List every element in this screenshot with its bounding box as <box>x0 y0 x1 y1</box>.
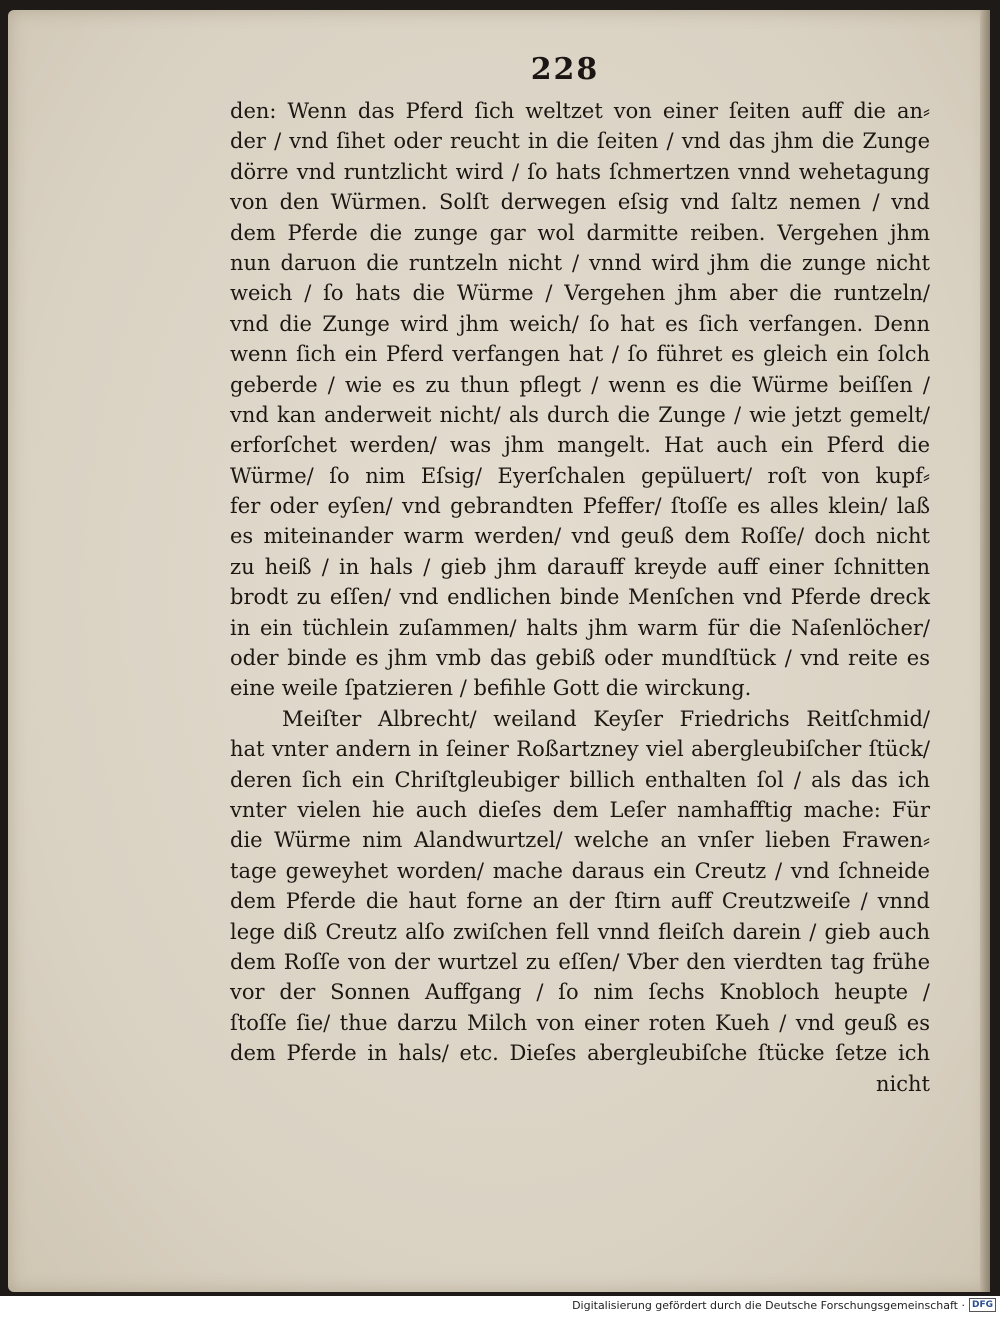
text-line: deren ſich ein Chriſtgleubiger billich enthalten ſol / als das ich <box>230 767 930 792</box>
text-line: nun daruon die runtzeln nicht / vnnd wird jhm die zunge nicht <box>230 250 930 275</box>
page-edge <box>980 10 990 1292</box>
text-line: oder binde es jhm vmb das gebiß oder mundſtück / vnd reite es <box>230 646 930 671</box>
body-text <box>230 96 930 1099</box>
text-line: dörre vnd runtzlicht wird / ſo hats ſchmertzen vnnd wehetagung <box>230 159 930 184</box>
paragraph-end-line: eine weile ſpatzieren / befihle Gott die wirckung. <box>230 676 752 701</box>
text-line: die Würme nim Alandwurtzel/ welche an vnſer lieben Frawen⸗ <box>230 828 930 853</box>
text-line: vnd die Zunge wird jhm weich/ ſo hat es ſich verfangen. Denn <box>230 311 930 336</box>
text-line: tage geweyhet worden/ mache daraus ein Creutz / vnd ſchneide <box>230 858 930 883</box>
text-line: es miteinander warm werden/ vnd geuß dem Roſſe/ doch nicht <box>230 524 930 549</box>
text-line: vor der Sonnen Auffgang / ſo nim ſechs Knobloch heupte / <box>230 980 930 1005</box>
catchword: nicht <box>876 1071 930 1096</box>
text-line: Würme/ ſo nim Eſsig/ Eyerſchalen gepüluert/ roſt von kupf⸗ <box>230 463 930 488</box>
text-line: lege diß Creutz alſo zwiſchen fell vnnd fleiſch darein / gieb auch <box>230 919 930 944</box>
text-line: vnd kan anderweit nicht/ als durch die Zunge / wie jetzt gemelt/ <box>230 402 930 427</box>
paragraph-start-line: Meiſter Albrecht/ weiland Keyſer Friedrichs Reitſchmid/ <box>282 706 930 731</box>
text-line: fer oder eyſen/ vnd gebrandten Pfeffer/ ſtoſſe es alles klein/ laß <box>230 494 930 519</box>
text-line: geberde / wie es zu thun pflegt / wenn es die Würme beiſſen / <box>230 372 930 397</box>
credit-text: Digitalisierung gefördert durch die Deutsche Forschungsgemeinschaft · <box>572 1298 965 1312</box>
text-line: der / vnd ſihet oder reucht in die ſeiten / vnd das jhm die Zunge <box>230 129 930 154</box>
text-line: weich / ſo hats die Würme / Vergehen jhm aber die runtzeln/ <box>230 281 930 306</box>
text-line: ſtoſſe ſie/ thue darzu Milch von einer roten Kueh / vnd geuß es <box>230 1010 930 1035</box>
text-line: von den Würmen. Solſt derwegen eſsig vnd ſaltz nemen / vnd <box>230 190 930 215</box>
text-line: vnter vielen hie auch dieſes dem Leſer namhafftig mache: Für <box>230 797 930 822</box>
text-line: wenn ſich ein Pferd verfangen hat / ſo führet es gleich ein ſolch <box>230 342 930 367</box>
text-line: hat vnter andern in ſeiner Roßartzney viel abergleubiſcher ſtück/ <box>230 737 930 762</box>
text-line: brodt zu eſſen/ vnd endlichen binde Menſchen vnd Pferde dreck <box>230 585 930 610</box>
text-line: in ein tüchlein zuſammen/ halts jhm warm für die Naſenlöcher/ <box>230 615 930 640</box>
text-line: den: Wenn das Pferd ſich weltzet von einer ſeiten auff die an⸗ <box>230 99 930 123</box>
text-line: dem Roſſe von der wurtzel zu eſſen/ Vber den vierdten tag frühe <box>230 949 930 974</box>
text-line: dem Pferde die zunge gar wol darmitte reiben. Vergehen jhm <box>230 220 930 245</box>
dfg-logo: DFG <box>969 1298 996 1312</box>
page-number: 228 <box>530 52 600 87</box>
text-line: erforſchet werden/ was jhm mangelt. Hat auch ein Pferd die <box>230 433 930 458</box>
digitization-credit <box>572 1298 996 1312</box>
text-line: dem Pferde in hals/ etc. Dieſes abergleubiſche ſtücke ſetze ich <box>230 1041 930 1066</box>
text-line: dem Pferde die haut forne an der ſtirn auff Creutzweiſe / vnnd <box>230 889 930 914</box>
text-line: zu heiß / in hals / gieb jhm darauff kreyde auff einer ſchnitten <box>230 554 930 579</box>
